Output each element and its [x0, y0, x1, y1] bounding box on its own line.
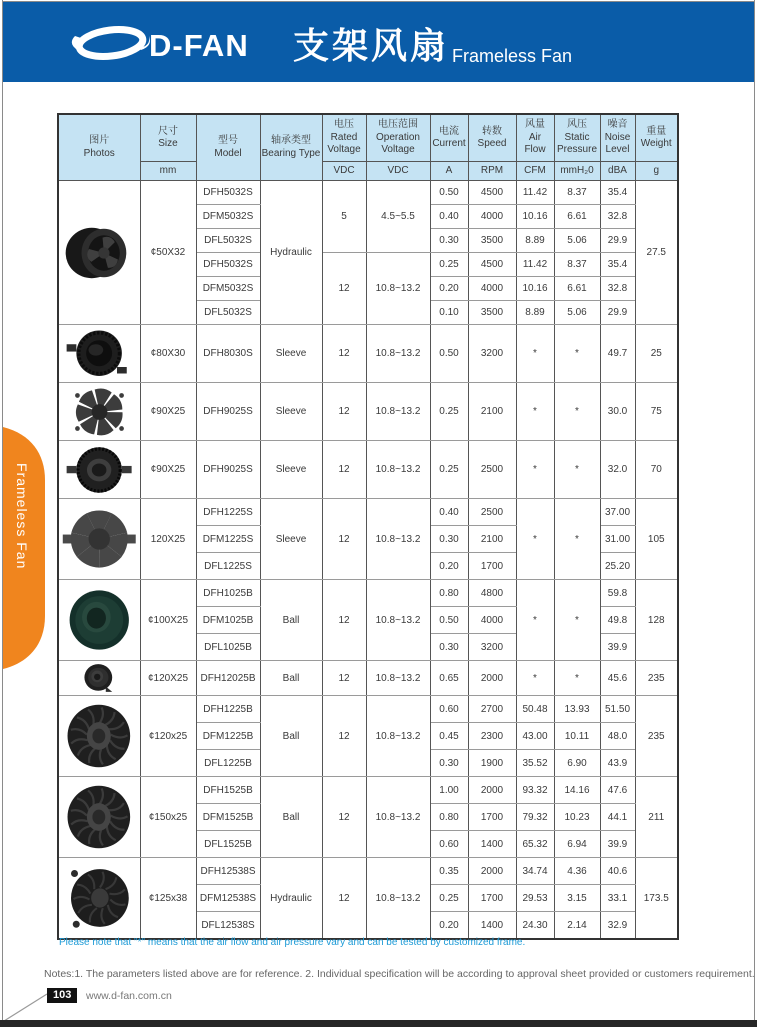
bearing-cell: Sleeve	[260, 441, 322, 499]
fan-photo-swirl-blade-fan	[61, 863, 138, 933]
air-flow-cell: 8.89	[516, 301, 554, 325]
speed-cell: 4000	[468, 205, 516, 229]
weight-cell: 27.5	[635, 181, 678, 325]
brand-name: D-FAN	[149, 27, 249, 63]
speed-cell: 4000	[468, 277, 516, 301]
photo-cell	[58, 499, 140, 580]
photo-cell	[58, 181, 140, 325]
photo-cell	[58, 383, 140, 441]
static-pressure-cell: 14.16	[554, 777, 600, 804]
speed-cell: 1400	[468, 831, 516, 858]
speed-cell: 2500	[468, 499, 516, 526]
model-cell: DFH1225S	[196, 499, 260, 526]
rated-voltage-cell: 5	[322, 181, 366, 253]
fan-photo-dome-fan-small	[61, 663, 138, 694]
current-cell: 0.50	[430, 607, 468, 634]
noise-cell: 29.9	[600, 301, 635, 325]
fan-photo-serrated-round-fan	[61, 444, 138, 496]
bearing-cell: Sleeve	[260, 383, 322, 441]
static-pressure-cell: *	[554, 383, 600, 441]
current-cell: 0.25	[430, 383, 468, 441]
noise-cell: 35.4	[600, 181, 635, 205]
air-flow-cell: *	[516, 580, 554, 661]
rated-voltage-cell: 12	[322, 441, 366, 499]
air-flow-cell: 29.53	[516, 885, 554, 912]
brand-logo	[69, 20, 249, 71]
speed-cell: 2000	[468, 661, 516, 696]
noise-cell: 32.8	[600, 205, 635, 229]
noise-cell: 32.9	[600, 912, 635, 940]
model-cell: DFM5032S	[196, 205, 260, 229]
photo-cell	[58, 858, 140, 940]
fan-photo-axial-blade-fan	[61, 386, 138, 438]
noise-cell: 59.8	[600, 580, 635, 607]
rated-voltage-cell: 12	[322, 253, 366, 325]
model-cell: DFH5032S	[196, 181, 260, 205]
static-pressure-cell: 8.37	[554, 181, 600, 205]
spec-row	[58, 383, 678, 441]
col-header-bearing: 轴承类型 Bearing Type	[260, 114, 322, 181]
col-header-photos: 图片 Photos	[58, 114, 140, 181]
static-pressure-cell: 5.06	[554, 229, 600, 253]
fan-photo-star-blade-fan	[61, 504, 138, 574]
speed-cell: 1700	[468, 804, 516, 831]
spec-table-body	[58, 181, 678, 940]
bearing-cell: Ball	[260, 580, 322, 661]
operation-voltage-cell: 10.8~13.2	[366, 253, 430, 325]
col-header-air-flow: 风量 Air Flow	[516, 114, 554, 162]
col-header-weight: 重量 Weight	[635, 114, 678, 162]
noise-cell: 39.9	[600, 831, 635, 858]
page-title-en: Frameless Fan	[452, 46, 573, 66]
col-header-speed: 转数 Speed	[468, 114, 516, 162]
current-cell: 0.25	[430, 885, 468, 912]
model-cell: DFL1225B	[196, 750, 260, 777]
model-cell: DFL5032S	[196, 301, 260, 325]
static-pressure-cell: 2.14	[554, 912, 600, 940]
weight-cell: 75	[635, 383, 678, 441]
header-row-units	[58, 162, 678, 181]
air-flow-cell: 8.89	[516, 229, 554, 253]
rated-voltage-cell: 12	[322, 777, 366, 858]
operation-voltage-cell: 10.8~13.2	[366, 696, 430, 777]
noise-cell: 32.8	[600, 277, 635, 301]
spec-row	[58, 858, 678, 885]
photo-cell	[58, 441, 140, 499]
col-header-operation-voltage: 电压范围 Operation Voltage	[366, 114, 430, 162]
speed-cell: 3500	[468, 229, 516, 253]
noise-cell: 49.7	[600, 325, 635, 383]
rated-voltage-cell: 12	[322, 858, 366, 940]
air-flow-cell: 11.42	[516, 253, 554, 277]
air-flow-cell: 24.30	[516, 912, 554, 940]
header-bar	[3, 2, 754, 82]
side-tab-label: Frameless Fan	[14, 463, 30, 570]
weight-cell: 235	[635, 696, 678, 777]
weight-cell: 128	[635, 580, 678, 661]
spec-table	[57, 113, 679, 940]
model-cell: DFM12538S	[196, 885, 260, 912]
speed-cell: 3500	[468, 301, 516, 325]
model-cell: DFL1025B	[196, 634, 260, 661]
noise-cell: 25.20	[600, 553, 635, 580]
noise-cell: 49.8	[600, 607, 635, 634]
size-cell: ¢90X25	[140, 441, 196, 499]
model-cell: DFH5032S	[196, 253, 260, 277]
bearing-cell: Ball	[260, 661, 322, 696]
speed-cell: 1400	[468, 912, 516, 940]
current-cell: 0.20	[430, 912, 468, 940]
col-header-model: 型号 Model	[196, 114, 260, 181]
static-pressure-cell: 5.06	[554, 301, 600, 325]
current-cell: 0.65	[430, 661, 468, 696]
bearing-cell: Hydraulic	[260, 858, 322, 940]
noise-cell: 31.00	[600, 526, 635, 553]
weight-cell: 211	[635, 777, 678, 858]
current-cell: 0.50	[430, 325, 468, 383]
speed-cell: 1700	[468, 885, 516, 912]
static-pressure-cell: 6.61	[554, 277, 600, 301]
air-flow-cell: 65.32	[516, 831, 554, 858]
current-cell: 0.25	[430, 441, 468, 499]
model-cell: DFH12538S	[196, 858, 260, 885]
noise-cell: 33.1	[600, 885, 635, 912]
current-cell: 0.60	[430, 831, 468, 858]
static-pressure-cell: 10.11	[554, 723, 600, 750]
operation-voltage-cell: 10.8~13.2	[366, 661, 430, 696]
page-number: 103	[47, 988, 77, 1003]
air-flow-cell: 10.16	[516, 205, 554, 229]
speed-cell: 3200	[468, 325, 516, 383]
speed-cell: 2500	[468, 441, 516, 499]
unit-air-flow: CFM	[516, 162, 554, 181]
bearing-cell: Ball	[260, 777, 322, 858]
noise-cell: 44.1	[600, 804, 635, 831]
current-cell: 0.50	[430, 181, 468, 205]
page-title-zh: 支架风扇	[293, 25, 450, 66]
col-header-noise: 噪音 Noise Level	[600, 114, 635, 162]
size-cell: 120X25	[140, 499, 196, 580]
bearing-cell: Sleeve	[260, 499, 322, 580]
photo-cell	[58, 696, 140, 777]
noise-cell: 40.6	[600, 858, 635, 885]
weight-cell: 70	[635, 441, 678, 499]
weight-cell: 235	[635, 661, 678, 696]
noise-cell: 35.4	[600, 253, 635, 277]
speed-cell: 2300	[468, 723, 516, 750]
model-cell: DFM1525B	[196, 804, 260, 831]
website-url: www.d-fan.com.cn	[86, 990, 172, 1002]
rated-voltage-cell: 12	[322, 383, 366, 441]
bearing-cell: Ball	[260, 696, 322, 777]
static-pressure-cell: 6.94	[554, 831, 600, 858]
noise-cell: 30.0	[600, 383, 635, 441]
size-cell: ¢120X25	[140, 661, 196, 696]
noise-cell: 39.9	[600, 634, 635, 661]
air-flow-cell: *	[516, 383, 554, 441]
static-pressure-cell: 6.61	[554, 205, 600, 229]
operation-voltage-cell: 4.5~5.5	[366, 181, 430, 253]
air-flow-cell: 93.32	[516, 777, 554, 804]
air-flow-cell: 43.00	[516, 723, 554, 750]
model-cell: DFH9025S	[196, 383, 260, 441]
operation-voltage-cell: 10.8~13.2	[366, 777, 430, 858]
speed-cell: 2000	[468, 858, 516, 885]
air-flow-cell: *	[516, 441, 554, 499]
unit-operation-voltage: VDC	[366, 162, 430, 181]
photo-cell	[58, 777, 140, 858]
operation-voltage-cell: 10.8~13.2	[366, 383, 430, 441]
size-cell: ¢125x38	[140, 858, 196, 940]
operation-voltage-cell: 10.8~13.2	[366, 325, 430, 383]
operation-voltage-cell: 10.8~13.2	[366, 441, 430, 499]
model-cell: DFM5032S	[196, 277, 260, 301]
current-cell: 0.30	[430, 229, 468, 253]
spec-table-header	[58, 114, 678, 181]
fan-photo-blower-fan	[61, 328, 138, 380]
current-cell: 0.20	[430, 277, 468, 301]
model-cell: DFM1025B	[196, 607, 260, 634]
size-cell: ¢80X30	[140, 325, 196, 383]
model-cell: DFH9025S	[196, 441, 260, 499]
air-flow-cell: 79.32	[516, 804, 554, 831]
air-flow-cell: 50.48	[516, 696, 554, 723]
speed-cell: 2100	[468, 383, 516, 441]
model-cell: DFM1225B	[196, 723, 260, 750]
spec-row	[58, 580, 678, 607]
size-cell: ¢120x25	[140, 696, 196, 777]
current-cell: 0.30	[430, 634, 468, 661]
weight-cell: 105	[635, 499, 678, 580]
rated-voltage-cell: 12	[322, 580, 366, 661]
page-border-right	[754, 0, 755, 1027]
fan-photo-dome-fan-teal	[61, 585, 138, 655]
air-flow-cell: *	[516, 661, 554, 696]
model-cell: DFH8030S	[196, 325, 260, 383]
photo-cell	[58, 580, 140, 661]
speed-cell: 2100	[468, 526, 516, 553]
unit-weight: g	[635, 162, 678, 181]
spec-row	[58, 441, 678, 499]
air-flow-cell: *	[516, 499, 554, 580]
col-header-static-pressure: 风压 Static Pressure	[554, 114, 600, 162]
static-pressure-cell: *	[554, 661, 600, 696]
speed-cell: 4500	[468, 181, 516, 205]
current-cell: 0.10	[430, 301, 468, 325]
current-cell: 0.80	[430, 580, 468, 607]
model-cell: DFM1225S	[196, 526, 260, 553]
operation-voltage-cell: 10.8~13.2	[366, 858, 430, 940]
static-pressure-cell: *	[554, 499, 600, 580]
noise-cell: 51.50	[600, 696, 635, 723]
reference-note: Notes:1. The parameters listed above are for reference. 2. Individual specification will be according to approval sheet provided or customers requirement.	[44, 968, 755, 980]
noise-cell: 48.0	[600, 723, 635, 750]
current-cell: 0.80	[430, 804, 468, 831]
size-cell: ¢150x25	[140, 777, 196, 858]
operation-voltage-cell: 10.8~13.2	[366, 499, 430, 580]
model-cell: DFH1525B	[196, 777, 260, 804]
static-pressure-cell: *	[554, 325, 600, 383]
speed-cell: 2700	[468, 696, 516, 723]
spec-table-wrap	[57, 113, 679, 940]
noise-cell: 29.9	[600, 229, 635, 253]
operation-voltage-cell: 10.8~13.2	[366, 580, 430, 661]
model-cell: DFH12025B	[196, 661, 260, 696]
model-cell: DFH1225B	[196, 696, 260, 723]
speed-cell: 4800	[468, 580, 516, 607]
rated-voltage-cell: 12	[322, 325, 366, 383]
air-flow-cell: 11.42	[516, 181, 554, 205]
static-pressure-cell: 8.37	[554, 253, 600, 277]
noise-cell: 47.6	[600, 777, 635, 804]
static-pressure-cell: 4.36	[554, 858, 600, 885]
current-cell: 0.30	[430, 750, 468, 777]
unit-static-pressure: mmH₂0	[554, 162, 600, 181]
spec-row	[58, 696, 678, 723]
current-cell: 0.30	[430, 526, 468, 553]
bearing-cell: Sleeve	[260, 325, 322, 383]
static-pressure-cell: *	[554, 580, 600, 661]
air-flow-cell: *	[516, 325, 554, 383]
speed-cell: 1700	[468, 553, 516, 580]
speed-cell: 2000	[468, 777, 516, 804]
spec-row	[58, 325, 678, 383]
static-pressure-cell: 6.90	[554, 750, 600, 777]
current-cell: 0.45	[430, 723, 468, 750]
fan-photo-drum-fan	[61, 202, 138, 304]
unit-speed: RPM	[468, 162, 516, 181]
air-flow-cell: 10.16	[516, 277, 554, 301]
unit-rated-voltage: VDC	[322, 162, 366, 181]
rated-voltage-cell: 12	[322, 661, 366, 696]
current-cell: 0.35	[430, 858, 468, 885]
weight-cell: 173.5	[635, 858, 678, 940]
speed-cell: 4500	[468, 253, 516, 277]
noise-cell: 45.6	[600, 661, 635, 696]
static-pressure-cell: *	[554, 441, 600, 499]
air-flow-cell: 35.52	[516, 750, 554, 777]
size-cell: ¢100X25	[140, 580, 196, 661]
col-header-size: 尺寸 Size	[140, 114, 196, 162]
unit-size: mm	[140, 162, 196, 181]
noise-cell: 43.9	[600, 750, 635, 777]
speed-cell: 4000	[468, 607, 516, 634]
noise-cell: 37.00	[600, 499, 635, 526]
spec-row	[58, 661, 678, 696]
unit-current: A	[430, 162, 468, 181]
model-cell: DFL1225S	[196, 553, 260, 580]
noise-cell: 32.0	[600, 441, 635, 499]
rated-voltage-cell: 12	[322, 696, 366, 777]
current-cell: 0.40	[430, 205, 468, 229]
fan-photo-impeller-fan	[61, 701, 138, 771]
fan-photo-impeller-fan	[61, 782, 138, 852]
model-cell: DFL12538S	[196, 912, 260, 940]
photo-cell	[58, 661, 140, 696]
static-pressure-cell: 13.93	[554, 696, 600, 723]
current-cell: 0.25	[430, 253, 468, 277]
unit-noise: dBA	[600, 162, 635, 181]
static-pressure-cell: 10.23	[554, 804, 600, 831]
header-row-main	[58, 114, 678, 162]
size-cell: ¢90X25	[140, 383, 196, 441]
air-flow-cell: 34.74	[516, 858, 554, 885]
weight-cell: 25	[635, 325, 678, 383]
current-cell: 1.00	[430, 777, 468, 804]
bearing-cell: Hydraulic	[260, 181, 322, 325]
rated-voltage-cell: 12	[322, 499, 366, 580]
model-cell: DFL5032S	[196, 229, 260, 253]
current-cell: 0.20	[430, 553, 468, 580]
photo-cell	[58, 325, 140, 383]
speed-cell: 1900	[468, 750, 516, 777]
col-header-rated-voltage: 电压 Rated Voltage	[322, 114, 366, 162]
spec-row	[58, 499, 678, 526]
model-cell: DFL1525B	[196, 831, 260, 858]
side-tab	[3, 427, 47, 669]
size-cell: ¢50X32	[140, 181, 196, 325]
spec-row	[58, 777, 678, 804]
current-cell: 0.40	[430, 499, 468, 526]
static-pressure-cell: 3.15	[554, 885, 600, 912]
model-cell: DFH1025B	[196, 580, 260, 607]
spec-row	[58, 181, 678, 205]
bottom-bar	[0, 1020, 757, 1027]
asterisk-note: Please note that "*" means that the air flow and air pressure vary and can be tested by customized frame.	[59, 937, 526, 948]
speed-cell: 3200	[468, 634, 516, 661]
current-cell: 0.60	[430, 696, 468, 723]
col-header-current: 电流 Current	[430, 114, 468, 162]
